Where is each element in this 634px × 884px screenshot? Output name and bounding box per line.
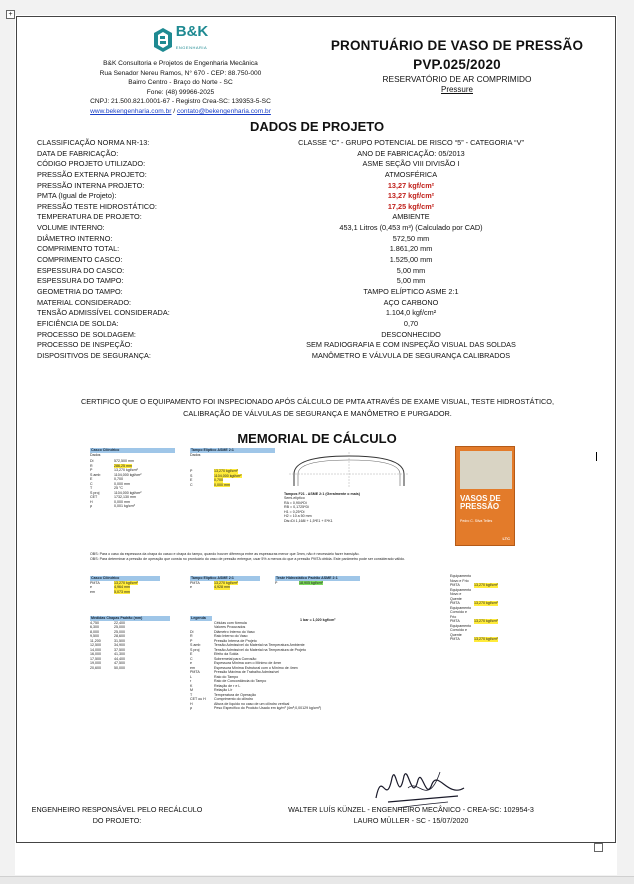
footer-left-line-1: ENGENHEIRO RESPONSÁVEL PELO RECÁLCULO [31,805,203,814]
sheet-key: Equipamento Novo e Frio [450,574,472,583]
email-link[interactable]: contato@bekengenharia.com.br [176,107,271,115]
head-drawing [284,450,444,523]
drawing-note: Semi-elíptico [284,496,305,500]
sheet-value: 50,000 [114,665,125,670]
elliptical-head-drawing [284,450,414,490]
sheet-key: 14,000 [90,647,101,652]
sheet-value: 0,000 mm [114,481,130,486]
sheet-row [450,624,530,638]
sheet-key: 20,600 [90,665,101,670]
sheet-value: 0,700 [214,478,223,482]
table-move-handle[interactable]: + [6,10,15,19]
sheet-key: 12,500 [90,643,101,647]
book-publisher: LTC [502,536,510,541]
spec-label: MATERIAL CONSIDERADO: [37,297,132,307]
sheet-value: 34,900 [114,643,125,647]
spec-row [37,308,597,319]
spec-label: ESPESSURA DO TAMPO: [37,276,124,286]
certification-text [40,396,595,419]
legend-title: Legenda [190,616,212,621]
sheet-value: 4,928 mm [214,585,230,589]
sheet-value: 25,000 [114,629,125,634]
sheet-key: K [190,683,193,688]
sheet-key: 4,750 [90,620,99,625]
sheet-key: ρ [90,504,93,508]
drawing-note: Dis=Di 1,168l + 1,5*E1 + E*K1 [284,518,333,523]
spec-row [37,298,597,309]
spec-value: SEM RADIOGRAFIA E COM INSPEÇÃO VISUAL DAS SOLDAS [306,340,516,350]
sheet-key: CET [90,495,98,499]
sheet-key: e [90,585,92,589]
casco-title: Casco Cilíndrico [90,448,175,453]
sheet-value: 1104,000 kgf/cm² [214,473,242,478]
drawing-title: Tampos F21 - ASME 2:1 (Geralmente o mais) [284,491,360,496]
sheet-value: 44,400 [114,656,125,661]
spec-row [37,212,597,223]
sheet-key: P [275,580,278,585]
sheet-value: 31,500 [114,638,125,643]
spec-value: 572,50 mm [392,233,430,243]
sheet-value: Tensão Admissível do Material na Temperatura Ambiente [214,643,305,647]
footer-right-line-2: LAURO MÜLLER - SC - 15/07/2020 [353,815,469,825]
spec-row [37,159,597,170]
sheet-key: PMTA [450,601,460,605]
sheet-value: Raio do Tampo [214,674,239,679]
spec-row [37,340,597,351]
spec-label: GEOMETRIA DO TAMPO: [37,286,123,296]
sheet-key: em [190,665,195,670]
casco-sub: Dados [90,452,101,457]
sheet-value: Relação L/r [214,688,233,692]
result-casco [90,576,160,594]
spec-value: CLASSE “C” - GRUPO POTENCIAL DE RISCO “5” - CATEGORIA “V” [298,138,524,147]
sheet-row [90,504,175,509]
sheet-value: 5,073 mm [114,589,130,594]
sheet-value: 25 °C [114,486,124,490]
sheet-value: 41,300 [114,652,125,656]
sheet-value: 22,400 [114,620,125,625]
memorial-title: MEMORIAL DE CÁLCULO [237,431,397,446]
spec-value: MANÔMETRO E VÁLVULA DE SEGURANÇA CALIBRADOS [311,350,511,360]
sheet-key: e [190,661,192,665]
sheet-key: E [90,477,93,481]
sheet-row [275,581,360,586]
sheet-value: Raio Interno do Vaso [214,634,248,638]
sheet-row [190,585,260,590]
sheet-key: R [190,634,193,638]
spec-value: 5,00 mm [396,265,426,275]
document-code: PVP.025/2020 [413,57,501,72]
sheet-key: T [90,486,93,490]
spec-row [37,287,597,298]
spec-value: 1.525,00 mm [389,255,433,265]
sheet-value: Valores Procurados [214,625,246,629]
spec-value: 453,1 Litros (0,453 m³) (Calculado por CAD) [339,223,483,233]
sheet-value: Espessura Mínima com o Mínimo de 4mm [214,661,282,665]
footer-right-line-1: WALTER LUÍS KÜNZEL - ENGENHEIRO MECÂNICO - CREA-SC: 102954-3 [288,805,534,814]
sheet-value: Espessura Mínima Estrutural com o Mínimo de 4mm [214,665,298,670]
sheet-row [190,483,275,488]
book-title: VASOS DE PRESSÃO [460,494,501,511]
sheet-key: 6,300 [90,625,99,629]
sheet-key: H [90,499,93,504]
sheet-row [450,637,530,642]
sheet-value: Células com fórmula [214,620,247,625]
sheet-value: Raio de Concordância do Tampo [214,679,267,683]
spec-label: EFICIÊNCIA DE SOLDA: [37,318,119,328]
book-cover-image [455,446,515,546]
sheet-key: ρ [190,706,193,710]
text-cursor [596,452,597,461]
sheet-key: PMTA [450,619,460,623]
tampo-block [190,448,275,487]
sheet-value: 13,270 kgf/cm² [474,637,498,641]
spec-label: CÓDIGO PROJETO UTILIZADO: [37,159,146,169]
sheet-key: E [190,652,193,656]
legend-block [190,616,410,711]
result-tampo-title: Tampo Elíptico ASME 2:1 [190,576,260,581]
casco-block [90,448,175,509]
sheet-key: C [190,656,193,661]
project-specs-table [37,138,597,361]
document-header [312,36,602,95]
spec-row [37,319,597,330]
sheet-key: C [90,481,93,486]
sheet-key: 11,200 [90,638,101,643]
sheet-value: 1104,000 kgf/cm² [114,472,142,477]
certification-line-1: CERTIFICO QUE O EQUIPAMENTO FOI INSPECIONADO APÓS CÁLCULO DE PMTA ATRAVÉS DE EXAME VISUAL, TESTE HIDROSTÁTICO, [80,397,555,406]
sheet-value: Pressão Máxima de Trabalho Admissível [214,670,279,674]
spec-row [37,255,597,266]
calc-note-2: OBS: Para determinar a pressão de operação que consta no prontuário do vaso de pressão entregue, usar 5% a menos do que a pressão PMTA obtida. Este parâmetro pode ser considerado válido. [90,556,405,561]
spec-row [37,276,597,287]
sheet-value: Relação de r e L [214,683,241,688]
spec-row [37,223,597,234]
logo-hex-icon [153,27,173,53]
calc-notes [90,552,545,561]
sheet-value: 13,270 kgf/cm² [114,580,138,585]
drawing-note: RA = 0,904*Di [284,500,307,505]
sheet-value: 13,270 kgf/cm² [474,601,498,605]
sheet-value: Peso Específico do Produto Usado em kg/m³ (4m³;0,00129 kg/cm³) [214,706,322,710]
drawing-note: RB = 0,1725*Di [284,505,309,509]
sheet-value: Sobremetal para Corrosão [214,656,257,661]
plates-title: Medidas Chapas Padrão (mm) [90,616,170,621]
sheet-key: 16,000 [90,652,101,656]
company-address-2: Bairro Centro - Braço do Norte - SC [128,79,233,87]
sheet-value: 0,700 [114,477,123,481]
sheet-key: Equipamento Novo e Quente [450,587,472,601]
company-header [48,24,313,117]
tampo-title: Tampo Elíptico ASME 2:1 [190,448,275,453]
sheet-key: PMTA [90,580,100,585]
spec-value: 13,27 kgf/cm² [387,180,435,190]
spec-label: COMPRIMENTO CASCO: [37,255,123,265]
sheet-value: 47,500 [114,661,125,665]
sheet-value: 1104,000 kgf/cm² [114,490,142,495]
spec-label: PRESSÃO TESTE HIDROSTÁTICO: [37,201,157,211]
document-title: PRONTUÁRIO DE VASO DE PRESSÃO [330,38,584,53]
sheet-value: Pressão Interna de Projeto [214,638,257,643]
spec-value: 5,00 mm [396,276,426,286]
sheet-key: P [190,469,193,473]
sheet-value: Comprimento do cilindro [214,697,253,701]
result-casco-title: Casco Cilíndrico [90,576,160,581]
website-link[interactable]: www.bekengenharia.com.br [90,107,172,115]
sheet-row [450,606,530,620]
spec-value: 1.104,0 kgf/cm² [385,308,437,318]
document-tag: Pressure [440,85,473,94]
link-separator: / [171,107,177,115]
sheet-value: 1732,130 mm [114,495,136,499]
sheet-value: 0,000 mm [114,499,130,504]
spec-value: ATMOSFÉRICA [384,169,438,179]
equipment-results [450,574,530,642]
sheet-value: 572,500 mm [114,459,134,463]
company-registry: CNPJ: 21.500.821.0001-67 - Registro Crea-SC: 139353-5-SC [90,98,271,106]
spec-value: 13,27 kgf/cm² [387,191,435,201]
sheet-key: Equipamento Corroído e Frio [450,605,472,619]
project-data-title: DADOS DE PROJETO [249,119,385,134]
sheet-value: 0,001 kg/cm³ [114,504,135,508]
calculation-sheet-image [90,446,545,781]
sheet-key: P [190,638,193,643]
spec-value: 17,25 kgf/cm² [387,201,435,211]
table-resize-handle[interactable] [594,843,603,852]
spec-value: ANO DE FABRICAÇÃO: 05/2013 [357,148,465,158]
spec-row [37,181,597,192]
sheet-key: R [90,463,93,468]
sheet-value: 18,905 kgf/cm² [299,580,323,585]
sheet-key: S [190,473,193,478]
spec-label: PROCESSO DE SOLDAGEM: [37,329,136,339]
result-teste [275,576,360,585]
sheet-key: S amb [90,472,101,477]
sheet-value: 0,000 mm [214,482,230,487]
sheet-value: Tensão Admissível do Material na Temperatura de Projeto [214,647,307,652]
sheet-key: 8,000 [90,629,99,634]
company-address-1: Rua Senador Nereu Ramos, N° 670 - CEP: 88.750-000 [99,69,262,77]
document-subtitle: RESERVATÓRIO DE AR COMPRIMIDO [382,74,532,84]
spec-row [37,330,597,341]
drawing-note: H2 = 10 a 50 mm [284,514,312,518]
result-tampo [190,576,260,590]
spec-row [37,266,597,277]
sheet-key: r [190,679,192,683]
sheet-key: PMTA [450,637,460,641]
sheet-value: 13,270 kgf/cm² [474,583,498,587]
book-author: Pedro C. Silva Telles [460,519,493,523]
calc-note-1: OBS: Para o caso da espessura da chapa do casco e chapa do tampo, quando houver diferença entre as espessuras menor que 3mm, não é necessário fazer transição. [90,552,360,556]
sheet-key: PMTA [450,583,460,587]
spec-label: TENSÃO ADMISSÍVEL CONSIDERADA: [37,308,170,318]
sheet-key: PMTA [190,580,200,585]
sheet-key: M [190,688,193,692]
spec-row [37,202,597,213]
spec-row [37,149,597,160]
sheet-key: C [190,482,193,487]
sheet-key: 9,500 [90,634,99,638]
spec-value: 1.861,20 mm [389,244,433,254]
sheet-value: Diâmetro Interno do Vaso [214,629,255,634]
sheet-key: L [190,674,192,679]
spec-label: CLASSIFICAÇÃO NORMA NR-13: [37,138,150,147]
logo-name: B&K [175,23,209,40]
result-teste-title: Teste Hidrostático Padrão ASME 2:1 [275,576,360,581]
spec-row [37,191,597,202]
sheet-key: e [190,585,192,589]
footer-left [22,805,212,826]
drawing-note: H1 = 0,25*Di [284,509,305,514]
spec-label: PROCESSO DE INSPEÇÃO: [37,340,133,350]
spec-row [37,234,597,245]
spec-row [37,170,597,181]
sheet-row [90,590,160,595]
spec-value: 0,70 [403,318,419,328]
sheet-value: 13,270 kgf/cm² [214,469,238,473]
spec-label: DIÂMETRO INTERNO: [37,233,113,243]
sheet-key: T [190,692,193,697]
spec-label: COMPRIMENTO TOTAL: [37,244,120,254]
sheet-value: Altura de líquido no caso de um cilindro vertical [214,701,290,706]
sheet-key: Di [90,459,94,463]
sheet-key: S proj [90,490,100,495]
spec-row [37,138,597,149]
spec-value: ASME SEÇÃO VIII DIVISÃO I [362,159,460,169]
sheet-row [450,574,530,583]
sheet-value: 25,000 [114,625,125,629]
sheet-key: 19,000 [90,661,101,665]
standard-plates [90,616,170,670]
sheet-value: Efeito da Solda [214,652,239,656]
spec-label: PRESSÃO EXTERNA PROJETO: [37,169,147,179]
sheet-key: PMTA [190,670,200,674]
spec-label: DATA DE FABRICAÇÃO: [37,148,119,158]
unit-note: 1 bar = 1,020 kgf/cm² [300,618,336,622]
footer-left-line-2: DO PROJETO: [92,815,142,825]
sheet-key: S amb [190,643,201,647]
sheet-row [90,666,170,671]
sheet-value: 13,270 kgf/cm² [114,468,138,472]
sheet-value: 286,25 mm [114,463,132,468]
sheet-key: S proj [190,647,200,652]
sheet-key: H [190,701,193,706]
spec-row [37,244,597,255]
spec-label: DISPOSITIVOS DE SEGURANÇA: [37,350,151,360]
spec-value: AMBIENTE [392,212,430,222]
spec-value: TAMPO ELÍPTICO ASME 2:1 [363,286,459,296]
sheet-value: Temperatura de Operação [214,692,256,697]
company-phone: Fone: (48) 99966-2025 [146,88,215,96]
spec-value: DESCONHECIDO [381,329,441,339]
logo-sub: ENGENHARIA [175,45,208,50]
spec-label: TEMPERATURA DE PROJETO: [37,212,142,222]
company-name: B&K Consultoria e Projetos de Engenharia Mecânica [103,60,258,67]
sheet-key: P [90,468,93,472]
sheet-key: Di [190,629,194,634]
sheet-key: CET ou H [190,697,206,701]
sheet-key: E [190,478,193,482]
sheet-key: em [90,589,95,594]
sheet-value: 28,600 [114,634,125,638]
sheet-value: 4,964 mm [114,585,130,589]
company-logo [48,24,313,56]
spec-row [37,351,597,362]
horizontal-scrollbar[interactable] [0,876,634,884]
footer-right [266,805,556,826]
spec-label: VOLUME INTERNO: [37,223,105,233]
spec-label: PRESSÃO INTERNA PROJETO: [37,180,145,190]
sheet-row [190,706,410,711]
certification-line-2: CALIBRAÇÃO DE VÁLVULAS DE SEGURANÇA E MANÔMETRO E PURGADOR. [183,408,452,418]
spec-value: AÇO CARBONO [383,297,439,307]
spec-label: ESPESSURA DO CASCO: [37,265,125,275]
sheet-value: 37,500 [114,647,125,652]
sheet-key: Equipamento Corroído e Quente [450,623,472,637]
spec-label: PMTA (Igual de Projeto): [37,191,117,201]
sheet-key: 17,500 [90,656,101,661]
sheet-row [450,588,530,602]
sheet-value: 13,270 kgf/cm² [474,619,498,623]
tampo-sub: Dados [190,452,201,457]
sheet-value: 13,270 kgf/cm² [214,580,238,585]
